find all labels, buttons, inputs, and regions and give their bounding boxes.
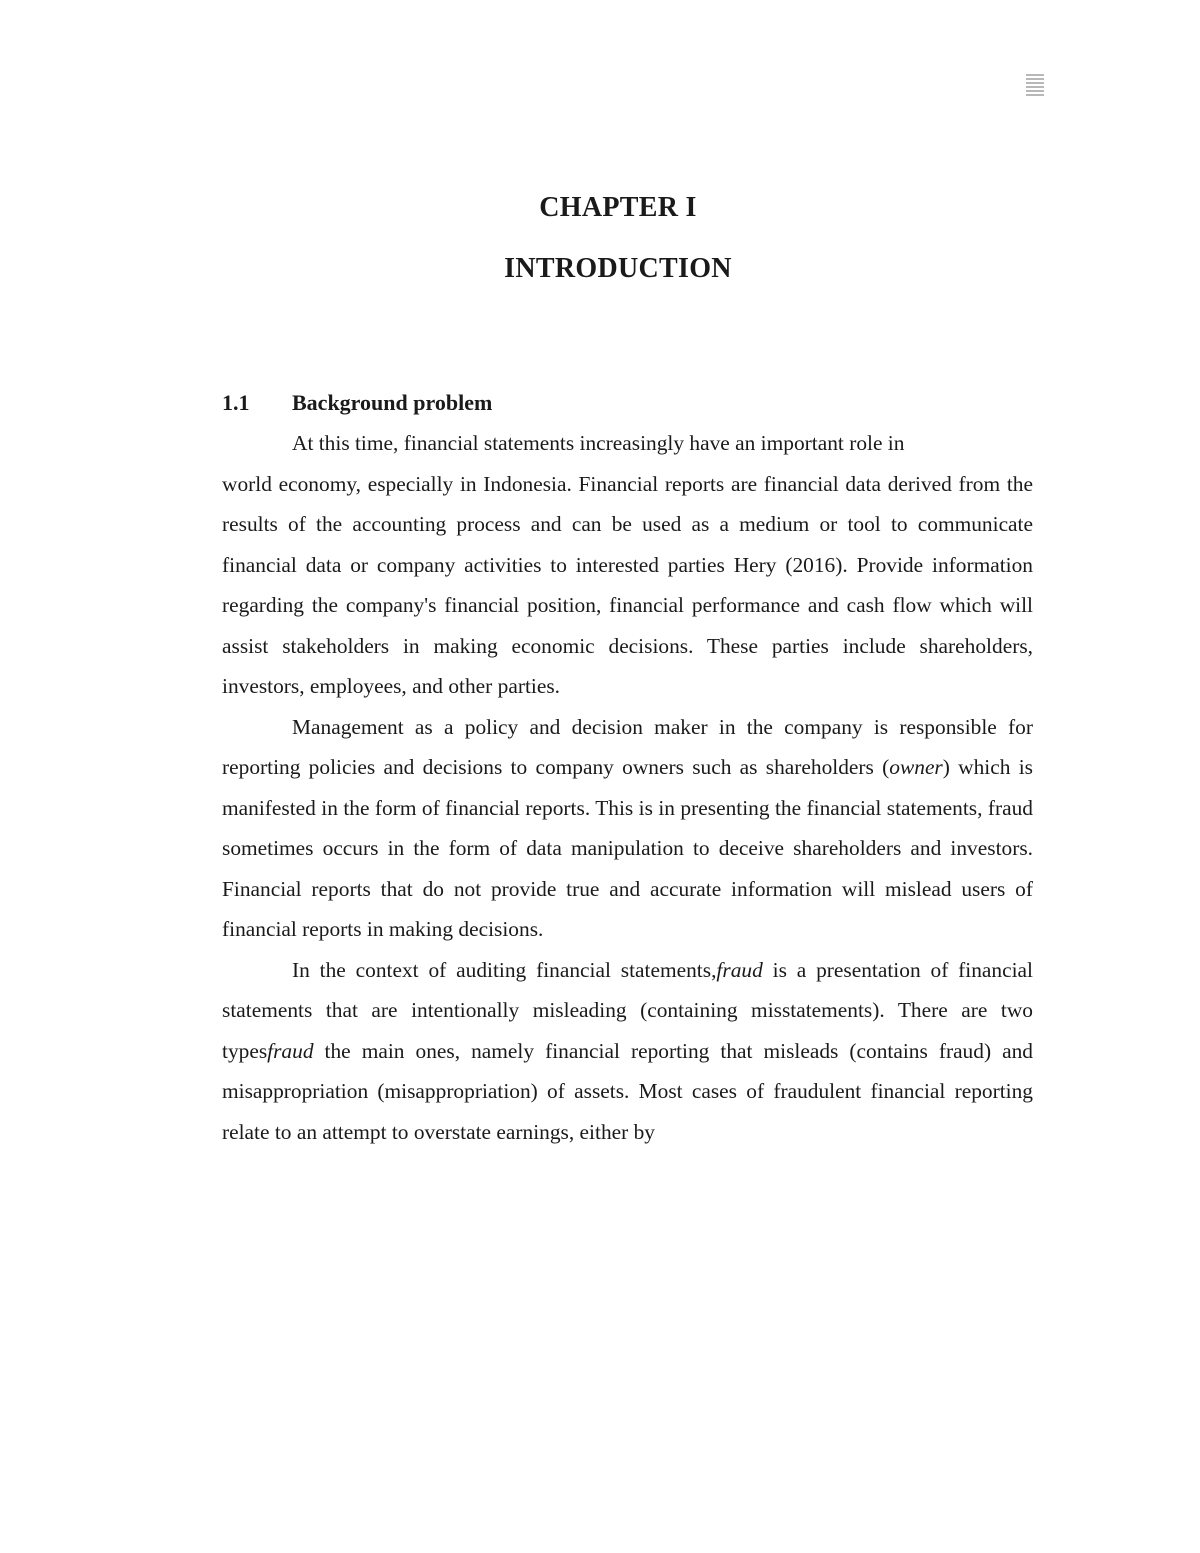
paragraph-3-italic-term-2: fraud bbox=[267, 1038, 314, 1063]
body-text bbox=[222, 423, 1033, 1152]
paragraph-1 bbox=[222, 423, 1033, 707]
paragraph-2-italic-term: owner bbox=[889, 755, 943, 779]
section-heading bbox=[222, 390, 492, 416]
paragraph-2-text-a: Management as a policy and decision maker in the company is responsible for reporting policies and decisions to company owners such as shareholders ( bbox=[222, 714, 1033, 779]
paragraph-2-text-b: ) which is manifested in the form of financial reports. This is in presenting the financial statements, fraud sometimes occurs in the form of data manipulation to deceive shareholders and investors. Financial reports that do not provide true and accurate information will mislead users of financial reports in making decisions. bbox=[222, 755, 1033, 941]
paragraph-1-first-line: At this time, financial statements increasingly have an important role in bbox=[292, 431, 905, 455]
paragraph-3-text-a: In the context of auditing financial statements, bbox=[292, 957, 717, 982]
paragraph-3-text-c: the main ones, namely financial reporting that misleads (contains fraud) and misappropriation (misappropriation) of assets. Most cases of fraudulent financial reporting relate to an attempt to overstate earnings, either by bbox=[222, 1038, 1033, 1144]
section-number: 1.1 bbox=[222, 390, 250, 415]
paragraph-3-text-b: is a presentation of financial statements that are intentionally misleading (containing misstatements). There are two types bbox=[222, 957, 1033, 1063]
paragraph-1-rest: world economy, especially in Indonesia. Financial reports are financial data derived from the results of the accounting process and can be used as a medium or tool to communicate financial data or company activities to interested parties Hery (2016). Provide information regarding the company's financial position, financial performance and cash flow which will assist stakeholders in making economic decisions. These parties include shareholders, investors, employees, and other parties. bbox=[222, 471, 1033, 698]
paragraph-2 bbox=[222, 707, 1033, 950]
paragraph-3 bbox=[222, 950, 1033, 1153]
paragraph-3-italic-term-1: fraud bbox=[716, 957, 763, 982]
chapter-title: INTRODUCTION bbox=[504, 253, 732, 284]
chapter-number: CHAPTER I bbox=[539, 192, 697, 223]
section-title: Background problem bbox=[292, 390, 493, 415]
page-number-mark bbox=[1026, 74, 1044, 100]
